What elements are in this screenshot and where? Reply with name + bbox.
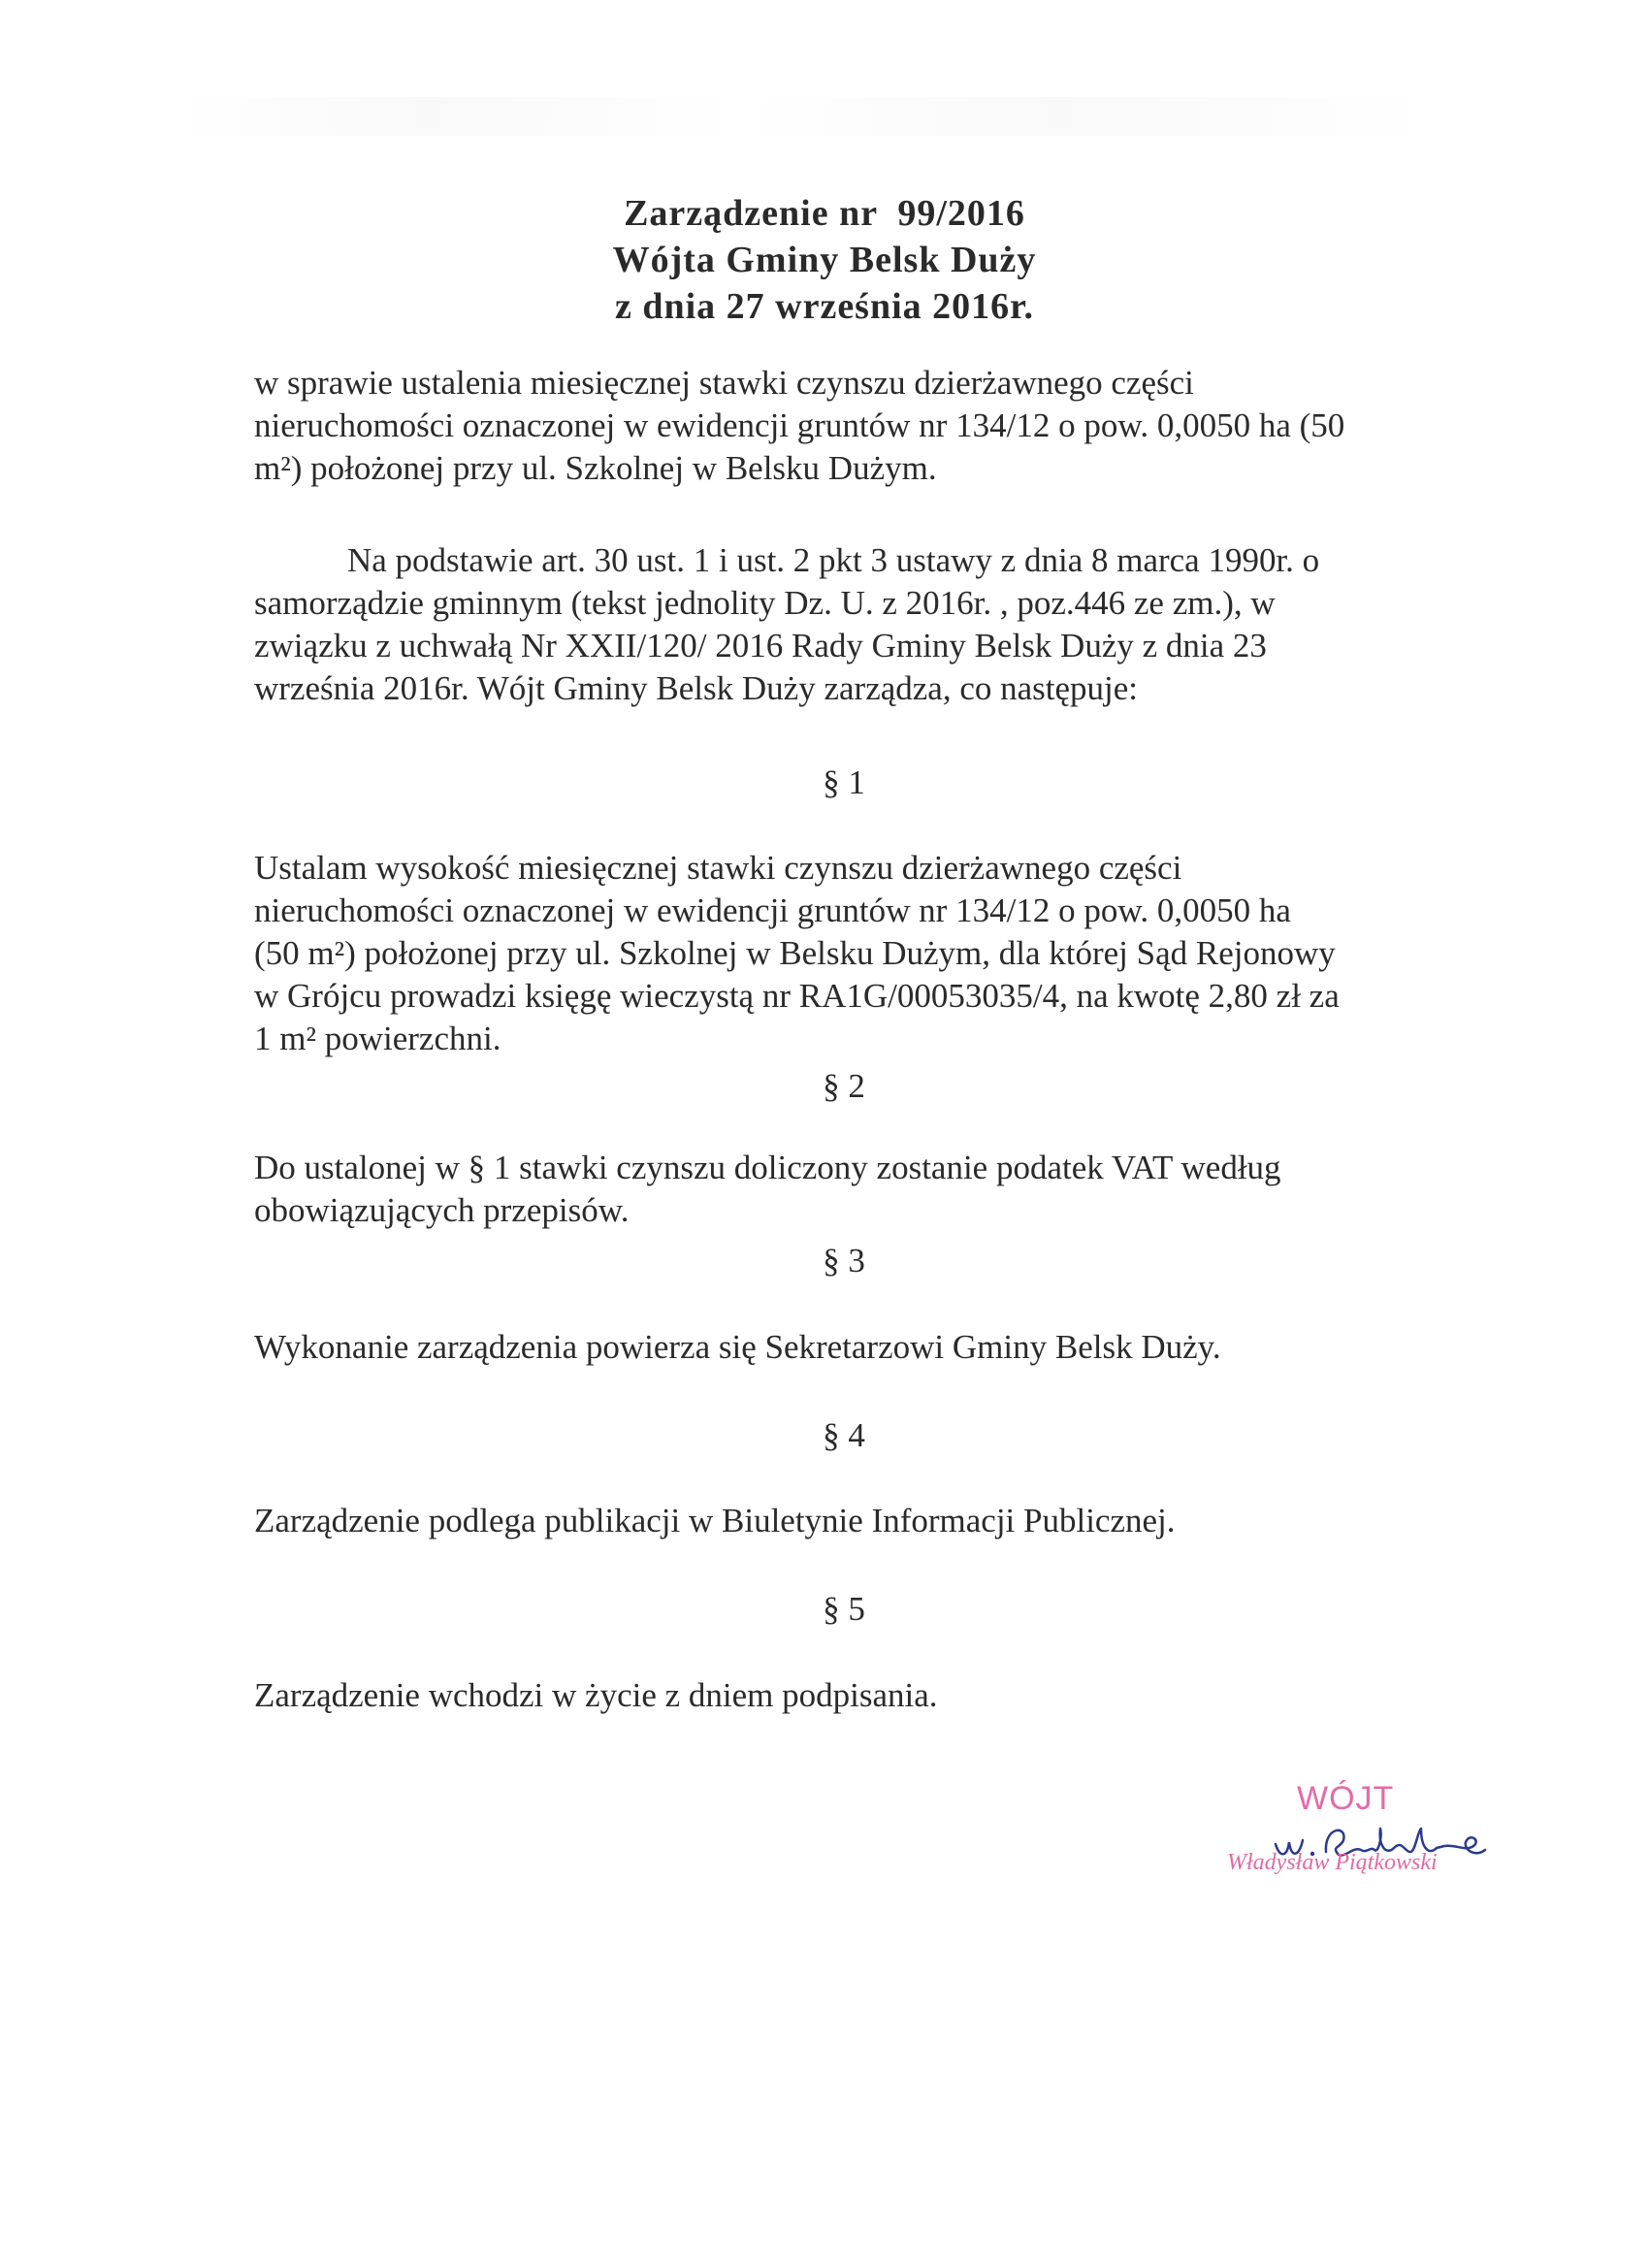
section-line: obowiązujących przepisów. (254, 1191, 630, 1229)
section-line: Do ustalonej w § 1 stawki czynszu doliczony zostanie podatek VAT według (254, 1149, 1281, 1186)
section-line: (50 m²) położonej przy ul. Szkolnej w Belsku Dużym, dla której Sąd Rejonowy (254, 934, 1336, 972)
section-line: 1 m² powierzchni. (254, 1020, 501, 1057)
section-5-mark: § 5 (823, 1590, 865, 1628)
section-3-mark: § 3 (823, 1242, 865, 1280)
stamp-title: WÓJT (1297, 1780, 1395, 1817)
subject-line: w sprawie ustalenia miesięcznej stawki czynszu dzierżawnego części (254, 364, 1194, 402)
section-line: Ustalam wysokość miesięcznej stawki czynszu dzierżawnego części (254, 849, 1182, 887)
preamble-line: samorządzie gminnym (tekst jednolity Dz. U. z 2016r. , poz.446 ze zm.), w (254, 584, 1276, 622)
section-4-mark: § 4 (823, 1416, 865, 1454)
scan-artifact (175, 97, 1436, 136)
preamble-line: Na podstawie art. 30 ust. 1 i ust. 2 pkt 3 ustawy z dnia 8 marca 1990r. o (347, 541, 1320, 579)
section-line: nieruchomości oznaczonej w ewidencji gruntów nr 134/12 o pow. 0,0050 ha (254, 891, 1291, 929)
subject-line: m²) położonej przy ul. Szkolnej w Belsku Dużym. (254, 449, 937, 487)
section-line: Zarządzenie podlega publikacji w Biuletynie Informacji Publicznej. (254, 1502, 1176, 1539)
section-5-body (254, 1674, 1457, 1717)
preamble-paragraph (254, 539, 1457, 710)
section-4-body (254, 1500, 1457, 1542)
document-title (0, 190, 1649, 330)
preamble-line: września 2016r. Wójt Gminy Belsk Duży zarządza, co następuje: (254, 669, 1139, 707)
section-3-body (254, 1326, 1457, 1369)
subject-line: nieruchomości oznaczonej w ewidencji gruntów nr 134/12 o pow. 0,0050 ha (50 (254, 406, 1345, 444)
section-1-mark: § 1 (823, 763, 865, 801)
title-line: Wójta Gminy Belsk Duży (612, 240, 1037, 280)
section-1-body (254, 847, 1457, 1060)
section-line: Zarządzenie wchodzi w życie z dniem podpisania. (254, 1676, 938, 1714)
section-line: w Grójcu prowadzi księgę wieczystą nr RA1G/00053035/4, na kwotę 2,80 zł za (254, 977, 1340, 1015)
title-line: z dnia 27 września 2016r. (614, 286, 1035, 327)
section-2-body (254, 1147, 1457, 1232)
subject-paragraph (254, 362, 1457, 490)
stamp-name: Władysław Piątkowski (1227, 1850, 1438, 1875)
official-stamp (1217, 1780, 1508, 1887)
title-line: Zarządzenie nr 99/2016 (624, 193, 1025, 234)
section-line: Wykonanie zarządzenia powierza się Sekretarzowi Gminy Belsk Duży. (254, 1328, 1221, 1366)
preamble-line: związku z uchwałą Nr XXII/120/ 2016 Rady Gminy Belsk Duży z dnia 23 (254, 627, 1267, 664)
section-2-mark: § 2 (823, 1067, 865, 1105)
